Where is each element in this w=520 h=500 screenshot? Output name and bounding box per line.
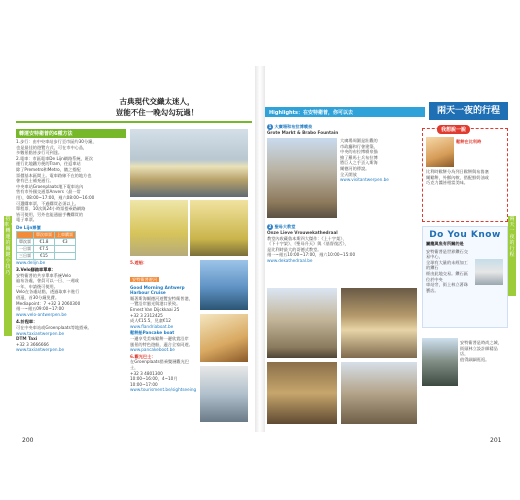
fare-table-row: 一日票 €7.5 — [17, 245, 76, 252]
left-side-tab: 搭車・轉運的關鍵小技巧 — [4, 216, 12, 336]
bus-photo — [200, 366, 248, 422]
boat-section-label: 安特衛普遊河 — [132, 276, 158, 282]
aside-box — [422, 128, 508, 222]
item2-title-en: Onze Lieve Vrouwekathedraal — [267, 230, 338, 235]
item2-text: 教堂內收藏魯本斯四大傑作：《上十字架》、 《下十字架》、《聖母升天》與《基督復活》， 是比利時最大的哥德式教堂。 週一~週五10:00~17:00，週六10:00~15:00 www.dekathedraal.be — [267, 235, 356, 263]
fare-table-header: 單次車票 上車購票 — [17, 231, 76, 238]
item1-title: 大廣場和布拉博噴泉 — [274, 124, 313, 129]
waffle-photo — [426, 137, 454, 167]
bus-title: 6.觀光巴士： — [130, 353, 156, 359]
item2-number: 2 — [268, 224, 272, 229]
grote-markt-photo — [267, 138, 337, 218]
cathedral-photo — [267, 288, 337, 358]
title-divider — [16, 121, 252, 123]
altar-photo — [341, 362, 417, 424]
aside-text: 比利時鬆餅分為列日鬆餅與布魯塞 爾鬆餅，外酥內軟，搭配鮮奶油或 巧克力醬皆相當美味。 — [426, 169, 489, 186]
aside-title: 鬆餅在比利時 — [456, 139, 482, 144]
delijn-title: De Lijn票價 — [16, 224, 41, 230]
velo-section: 3.Velo腳踏車單車： 安特衛普的共享單車系統Velo 遍布各處，會員可以一日、一週或 一年，申請後可使用。 Velo在各處站點，透過取車卡進行 借還，首30分鐘免費。 Mediapoint：7 +32 3 2060300 週一~週五09:00~17:00 www.velo-antwerpen.be — [16, 267, 126, 317]
velo-hours: 週一~週五09:00~17:00 — [16, 306, 64, 312]
waffle-text: 一邊享受美味鬆餅一邊欣賞沿岸 風景的特色遊船，適合全家同遊。 www.pancakeboot.be — [130, 335, 193, 353]
gutter — [255, 66, 265, 432]
bus-text: 在Groenplaats搭乘雙層觀光巴士， +32 3 4801300 10:00~16:00，4~10月10:00~17:00 www.tourisment.be/sightseeing — [130, 359, 197, 393]
statue-photo — [422, 338, 458, 386]
tram-photo — [130, 129, 248, 197]
right-page-number: 201 — [490, 437, 502, 444]
transport-column — [16, 129, 126, 353]
tip-section — [422, 330, 506, 362]
item1-title-en: Grote Markt & Brabo Fountain — [267, 130, 339, 135]
left-page-number: 200 — [22, 437, 34, 444]
tip-text: 安特衛普是時尚之城， 街頭林立設計師精品店， 值得細細逛逛。 — [460, 340, 502, 362]
delijn-web: www.delijn.be — [16, 259, 46, 265]
title-line-1: 古典現代交織太迷人， — [119, 97, 195, 106]
fare-table-row: 三日票 €15 — [17, 252, 76, 259]
boat-name: Good Morning Antwerp Harbour Cruise — [130, 284, 185, 296]
transport-text: 1.步行：由中央車站步行至市區約30分鐘， 也是最佳的遊覽方式，可在市中心品， 多數景點皆步行可到達。 2.電車：市區電車De Lijn網路系統，班次 運行比地鐵方便的Tram，往返車站 除了Premetro和Metro，隨之搭配 票價基本區間上。電車路線不在的地方也 會有巴士補充通行。 中央車站Groenplaats地下電車站內 售有市外國交通票Anvers（最一常 用），08:00~17:00，週六08:00~16:00 可選購車票，不過購買必須以上。 單程票、10次與24小時票搭乘路網路 皆可使用，另外也能通過手機購買的 電子車票。 — [16, 139, 97, 223]
cathedral-interior-photo — [341, 288, 417, 358]
ticket-machine-photo — [130, 200, 188, 256]
taxi-section: 4.計程車： 可在中央車站或Groenplaats等地搭乘。 www.taxiantwerpen.be DTM Taxi +32 3 3666666 www.taxiantwerpen.be — [16, 319, 92, 353]
item1-section — [267, 124, 417, 136]
boat-column — [130, 260, 196, 393]
boat-title: 5.遊船： — [130, 260, 148, 265]
item2-title: 聖母大教堂 — [274, 224, 296, 229]
highlights-label: Highlights：在安特衛普，你可以去 — [269, 110, 353, 116]
fare-table-row: 單次票 €1.8 €3 — [17, 238, 76, 245]
dyk-photo — [475, 259, 503, 285]
pancake-boat-photo — [200, 314, 248, 362]
right-side-tab: 兩天一夜的行程 — [508, 216, 516, 296]
aside-label: 我想說一說 — [437, 125, 470, 134]
do-you-know-box — [422, 226, 508, 328]
main-title: 兩天一夜的行程 — [429, 102, 508, 120]
painting-photo — [267, 362, 337, 424]
page-title — [67, 96, 247, 118]
boat-photo — [200, 260, 248, 310]
fare-table — [16, 231, 76, 260]
book-spread — [4, 66, 515, 432]
dyk-subtitle: 屬龍與魚有所關的是 — [426, 241, 464, 246]
transport-box-title: 轉運安特衛普的6種方法 — [16, 129, 126, 138]
dyk-text: 安特衛普是世界鑽石交易中心， 全球有大量的未經加工的鑽石 經由此地交易。鑽石區位於中央 車站旁，街上林立著珠寶店。 — [426, 248, 468, 293]
title-line-2: 豈能不住一晚勾勾玩過！ — [115, 108, 199, 117]
velo-title: 3.Velo腳踏車單車： — [16, 267, 56, 273]
left-page — [4, 66, 255, 432]
ticket-sign-photo — [190, 200, 248, 256]
right-page — [265, 66, 515, 432]
velo-web: www.velo-antwerpen.be — [16, 311, 67, 317]
item1-number: 1 — [268, 124, 272, 129]
velo-phone: Mediapoint：7 +32 3 2060300 — [16, 300, 81, 306]
highlights-bar — [265, 107, 425, 117]
item1-text: 大廣場周圍是壯觀的 市政廳和行會建築， 中央的布拉博噴泉描 繪了羅馬士兵布拉博 將巨人之手丟入斯海 爾德河的傳說。 全天開放 www.visitantwerpen.be — [340, 138, 389, 183]
item2-section — [267, 224, 417, 264]
dyk-title: Do You Know — [429, 230, 501, 240]
boat-text: 順著斯海爾德河遊覽安特衛普港， 一覽沿岸風光與港口景致。 Ernest Van Dijckkaai 25 +32 3 2312425 成人€15.5，兒童€12 www.flandriaboat.be — [130, 295, 193, 329]
taxi-title: 4.計程車： — [16, 319, 38, 325]
waffle-title: 鬆餅船Pancake boat — [130, 330, 175, 336]
